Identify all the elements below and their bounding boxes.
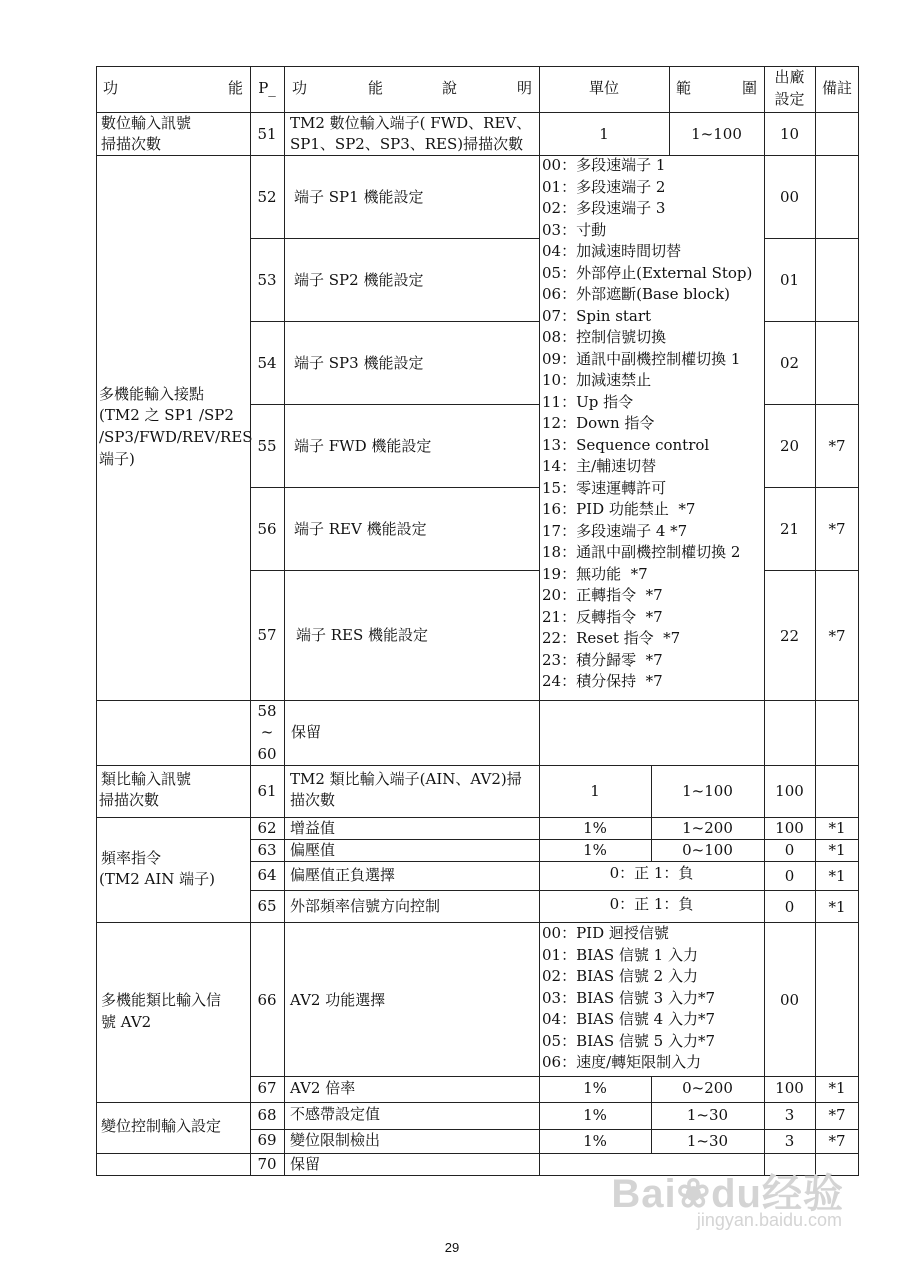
row64-note: *1 <box>828 867 846 885</box>
row66-note-cell <box>815 922 859 1077</box>
row53-desc: 端子 SP2 機能設定 <box>294 271 424 289</box>
row53-num: 53 <box>257 271 277 289</box>
multi-input-group-line-1: 多機能輸入接點 <box>99 385 205 403</box>
row62-unit: 1% <box>583 819 607 837</box>
option-line: 01：多段速端子 2 <box>542 177 666 196</box>
row52-desc: 端子 SP1 機能設定 <box>294 188 424 206</box>
option-line: 04：BIAS 信號 4 入力*7 <box>542 1010 716 1028</box>
row52-default: 00 <box>779 188 800 206</box>
row51-desc-a: TM2 數位輸入端子( FWD、REV、 <box>290 114 532 132</box>
row58-num-b: ~ <box>260 723 274 741</box>
option-line: 23：積分歸零 *7 <box>542 650 663 669</box>
row51-note-cell <box>815 112 859 156</box>
row66-desc: AV2 功能選擇 <box>290 991 386 1009</box>
multi-input-group-line-2: (TM2 之 SP1 /SP2 <box>99 406 234 424</box>
row64-desc: 偏壓值正負選擇 <box>290 866 396 884</box>
option-line: 09：通訊中副機控制權切換 1 <box>542 349 741 368</box>
watermark-url: jingyan.baidu.com <box>696 1210 842 1230</box>
freq-group-a: 頻率指令 <box>101 849 162 867</box>
row68-default: 3 <box>784 1106 795 1124</box>
option-line: 24：積分保持 *7 <box>542 672 663 690</box>
row58-num-a: 58 <box>257 702 277 720</box>
option-line: 10：加減速禁止 <box>542 371 652 389</box>
row56-note: *7 <box>828 520 846 538</box>
row58-range-cell <box>539 700 764 766</box>
option-line: 17：多段速端子 4 *7 <box>542 521 688 540</box>
row62-default: 100 <box>775 819 804 837</box>
av2-group-b: 號 AV2 <box>101 1013 152 1031</box>
option-line: 22：Reset 指令 *7 <box>542 629 681 647</box>
row58-group-cell <box>96 700 250 766</box>
row61-group-a: 類比輸入訊號 <box>101 770 192 788</box>
row62-note: *1 <box>828 819 846 837</box>
row66-default: 00 <box>779 991 800 1009</box>
row56-num: 56 <box>257 520 277 538</box>
row58-num-c: 60 <box>257 745 277 763</box>
row67-range: 0~200 <box>682 1079 733 1097</box>
option-line: 00：PID 迴授信號 <box>542 924 669 942</box>
option-line: 06：外部遮斷(Base block) <box>542 285 731 303</box>
row54-note-cell <box>815 321 859 405</box>
header-desc-cell <box>284 66 539 113</box>
row54-num: 54 <box>257 354 277 372</box>
row69-range: 1~30 <box>686 1132 729 1150</box>
freq-group-b: (TM2 AIN 端子) <box>99 870 216 888</box>
row69-unit: 1% <box>583 1132 607 1150</box>
row61-unit: 1 <box>590 782 600 800</box>
row70-group-cell <box>96 1153 250 1176</box>
row61-note-cell <box>815 765 859 818</box>
header-desc-d: 明 <box>517 79 533 97</box>
row53-note-cell <box>815 238 859 322</box>
row65-merged: 0：正 1：負 <box>609 895 694 913</box>
option-line: 12：Down 指令 <box>542 414 655 432</box>
option-line: 16：PID 功能禁止 *7 <box>542 500 696 518</box>
row65-note: *1 <box>828 898 846 916</box>
option-line: 02：多段速端子 3 <box>542 199 666 217</box>
row69-note: *7 <box>828 1132 846 1150</box>
row67-num: 67 <box>257 1079 277 1097</box>
row63-default: 0 <box>784 841 795 859</box>
header-unit: 單位 <box>588 79 619 97</box>
watermark-bai: Bai <box>611 1172 677 1216</box>
option-line: 05：外部停止(External Stop) <box>542 263 753 282</box>
option-line: 18：通訊中副機控制權切換 2 <box>542 543 741 561</box>
row55-num: 55 <box>257 437 277 455</box>
option-line: 08：控制信號切換 <box>542 328 667 346</box>
row52-note-cell <box>815 155 859 239</box>
row67-unit: 1% <box>583 1079 607 1097</box>
row55-default: 20 <box>779 437 800 455</box>
row58-desc-cell <box>284 700 539 766</box>
row67-note: *1 <box>828 1079 846 1097</box>
row66-num: 66 <box>257 991 277 1009</box>
row57-desc: 端子 RES 機能設定 <box>296 626 429 644</box>
row58-default-cell <box>764 700 815 766</box>
row51-unit: 1 <box>599 125 609 143</box>
option-line: 20：正轉指令 *7 <box>542 586 663 604</box>
row68-note: *7 <box>828 1106 846 1124</box>
option-line: 21：反轉指令 *7 <box>542 607 663 626</box>
watermark-du: du <box>711 1172 762 1216</box>
row63-unit: 1% <box>583 841 607 859</box>
option-line: 04：加減速時間切替 <box>542 242 682 260</box>
option-line: 13：Sequence control <box>542 435 710 454</box>
row64-default: 0 <box>784 867 795 885</box>
row61-range: 1~100 <box>682 782 733 800</box>
row69-desc: 變位限制檢出 <box>290 1131 381 1149</box>
row62-num: 62 <box>257 819 277 837</box>
row57-num: 57 <box>257 626 277 644</box>
row64-merged: 0：正 1：負 <box>609 864 694 882</box>
row51-group-a: 數位輸入訊號 <box>101 114 192 132</box>
row55-note: *7 <box>828 437 846 455</box>
option-line: 06：速度/轉矩限制入力 <box>542 1053 702 1071</box>
row63-desc: 偏壓值 <box>290 841 336 859</box>
row53-default: 01 <box>779 271 800 289</box>
watermark-jingyan: 经验 <box>762 1172 844 1216</box>
header-range-a: 範 <box>676 79 692 97</box>
row61-num: 61 <box>257 782 277 800</box>
option-line: 05：BIAS 信號 5 入力*7 <box>542 1031 716 1050</box>
row58-desc: 保留 <box>291 723 322 741</box>
row69-default: 3 <box>784 1132 795 1150</box>
header-function-b: 能 <box>228 79 244 97</box>
row51-group-b: 掃描次數 <box>101 135 162 153</box>
header-function-a: 功 <box>103 79 119 97</box>
header-default-a: 出廠 <box>774 68 805 86</box>
row64-num: 64 <box>257 866 277 884</box>
multi-input-group-line-4: 端子) <box>99 450 135 468</box>
header-desc-a: 功 <box>292 79 308 97</box>
multi-input-options-list <box>542 155 752 693</box>
header-desc-c: 說 <box>442 79 458 97</box>
row61-default: 100 <box>775 782 804 800</box>
row67-desc: AV2 倍率 <box>290 1079 356 1097</box>
row70-num: 70 <box>257 1155 277 1173</box>
header-desc-b: 能 <box>368 79 384 97</box>
row51-default: 10 <box>779 125 800 143</box>
row51-num: 51 <box>257 125 277 143</box>
row68-num: 68 <box>257 1106 277 1124</box>
row56-default: 21 <box>779 520 800 538</box>
row65-default: 0 <box>784 898 795 916</box>
row69-num: 69 <box>257 1131 277 1149</box>
header-default-b: 設定 <box>774 90 805 108</box>
paw-icon: ❀ <box>676 1172 712 1216</box>
row61-desc-b: 描次數 <box>290 791 336 809</box>
av2-group-a: 多機能類比輸入信 <box>101 991 222 1009</box>
av2-options-list <box>542 923 715 1074</box>
header-range-b: 圍 <box>742 79 758 97</box>
option-line: 15：零速運轉許可 <box>542 478 667 497</box>
row51-range: 1~100 <box>691 125 742 143</box>
option-line: 11：Up 指令 <box>542 392 634 411</box>
page-number: 29 <box>444 1240 460 1255</box>
disp-group: 變位控制輸入設定 <box>101 1117 222 1135</box>
row63-num: 63 <box>257 841 277 859</box>
row62-range: 1~200 <box>682 819 733 837</box>
row51-desc-b: SP1、SP2、SP3、RES)掃描次數 <box>290 135 524 153</box>
row61-desc-a: TM2 類比輸入端子(AIN、AV2)掃 <box>290 770 522 788</box>
option-line: 03：BIAS 信號 3 入力*7 <box>542 988 716 1007</box>
option-line: 14：主/輔速切替 <box>542 457 657 475</box>
row56-desc: 端子 REV 機能設定 <box>294 520 427 538</box>
row55-desc: 端子 FWD 機能設定 <box>294 437 432 455</box>
option-line: 01：BIAS 信號 1 入力 <box>542 945 698 964</box>
row70-desc: 保留 <box>290 1155 321 1173</box>
row68-unit: 1% <box>583 1106 607 1124</box>
row63-note: *1 <box>828 841 846 859</box>
option-line: 07：Spin start <box>542 306 652 325</box>
option-line: 02：BIAS 信號 2 入力 <box>542 967 698 985</box>
option-line: 19：無功能 *7 <box>542 564 648 583</box>
row61-group-b: 掃描次數 <box>99 791 160 809</box>
row57-default: 22 <box>779 627 800 645</box>
row68-range: 1~30 <box>686 1106 729 1124</box>
header-param: P_ <box>258 79 276 97</box>
row70-desc-cell <box>284 1153 539 1176</box>
multi-input-group-line-3: /SP3/FWD/REV/RES <box>99 428 253 446</box>
row57-note: *7 <box>828 627 846 645</box>
header-function-cell <box>96 66 250 113</box>
option-line: 00：多段速端子 1 <box>542 156 666 174</box>
row58-note-cell <box>815 700 859 766</box>
row68-desc: 不感帶設定值 <box>290 1105 381 1123</box>
row65-desc: 外部頻率信號方向控制 <box>290 897 441 915</box>
header-note: 備註 <box>821 79 852 97</box>
option-line: 03：寸動 <box>542 220 607 239</box>
row63-range: 0~100 <box>682 841 733 859</box>
row54-default: 02 <box>779 354 800 372</box>
row67-default: 100 <box>775 1079 804 1097</box>
row54-desc: 端子 SP3 機能設定 <box>294 354 424 372</box>
row62-desc: 增益值 <box>290 819 336 837</box>
row65-num: 65 <box>257 897 277 915</box>
row52-num: 52 <box>257 188 277 206</box>
